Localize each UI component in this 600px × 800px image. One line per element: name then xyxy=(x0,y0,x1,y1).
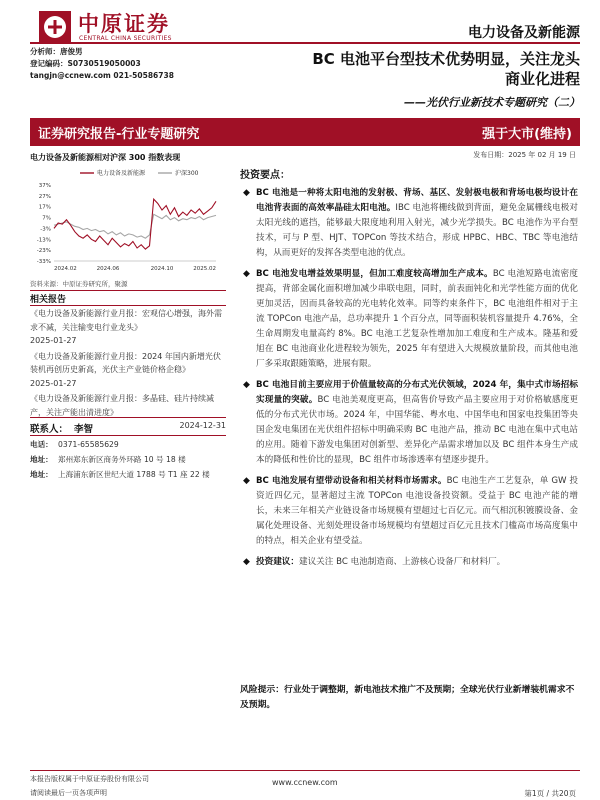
publish-date: 发布日期：2025 年 02 月 19 日 xyxy=(473,151,576,159)
related-item[interactable] xyxy=(30,350,226,391)
bullet-icon: ◆ xyxy=(243,269,250,279)
y-tick-label: -3% xyxy=(40,226,51,233)
invest-point xyxy=(240,267,578,372)
chart-title: 电力设备及新能源相对沪深 300 指数表现 xyxy=(30,153,181,162)
related-item-date: 2025-01-27 xyxy=(30,336,77,345)
contact-details xyxy=(30,437,230,482)
related-item-title: 《电力设备及新能源行业月报：2024 年国内新增光伏装机再创历史新高，光伏主产业链价格企稳》 xyxy=(30,351,221,374)
y-tick-label: -13% xyxy=(36,237,51,244)
invest-point xyxy=(240,474,578,549)
footer-copyright: 本报告版权属于中原证券股份有限公司 xyxy=(30,775,149,783)
y-tick-label: 7% xyxy=(42,215,51,222)
address-label: 地址： xyxy=(30,470,53,479)
series-line xyxy=(54,199,216,249)
x-tick-label: 2024.02 xyxy=(54,266,77,272)
related-item-date: 2025-01-27 xyxy=(30,378,77,388)
contact-rule xyxy=(30,435,226,436)
invest-point-lead: BC 电池目前主要应用于价值量较高的分布式光伏领域，2024 年，集中式市场招标实现量的突破。 xyxy=(256,380,578,405)
contact-name: 李智 xyxy=(74,424,94,435)
report-title-line2: 商业化进程 xyxy=(504,70,580,88)
legend-label: 电力设备及新能源 xyxy=(97,170,146,177)
related-item-title: 《电力设备及新能源行业月报：多晶硅、硅片持续减产，关注产能出清进度》 xyxy=(30,394,214,417)
legend-label: 沪深300 xyxy=(175,170,199,177)
logo-text-cn: 中原证券 xyxy=(78,11,170,36)
invest-point-lead: BC 电池发电增益效果明显，但加工难度较高增加生产成本。 xyxy=(256,269,493,279)
phone-label: 电话： xyxy=(30,440,53,449)
y-tick-label: 37% xyxy=(38,183,51,189)
company-logo xyxy=(38,8,198,46)
x-tick-label: 2025.02 xyxy=(193,266,216,272)
invest-point xyxy=(240,378,578,468)
invest-point-body: BC 电池生产工艺复杂，单 GW 投资近四亿元，显著超过主流 TOPCon 电池设备投资额。受益于 BC 电池产能的增长，未来三年相关产业链设备市场规模有望超过七百亿元。而气相沉积镀膜设备、金属化处理设备、光刻处理设备市场规模均有望超过百亿元且技术门槛高市场高度集中的特点，相关企业有望受益。 xyxy=(256,476,578,546)
footer-disclaimer: 请阅读最后一页各项声明 xyxy=(30,789,107,797)
analyst-contact[interactable]: tangjn@ccnew.com 021-50586738 xyxy=(30,71,174,80)
invest-points xyxy=(240,186,578,570)
report-subtitle: ——光伏行业新技术专题研究（二） xyxy=(404,96,580,109)
related-rule xyxy=(30,305,226,306)
related-item[interactable] xyxy=(30,307,226,348)
bullet-icon: ◆ xyxy=(243,188,250,198)
analyst-name: 唐俊男 xyxy=(60,47,83,56)
related-item-date: 2024-12-31 xyxy=(179,421,226,430)
footer-website[interactable]: www.ccnew.com xyxy=(272,778,338,787)
invest-point-body: BC 电池美观度更高，但高售价导致产品主要应用于对价格敏感度更低的分布式光伏市场。2024 年，中国华能、粤水电、中国华电和国家电投集团等央国企发电集团在光伏组件招标中明确采购 BC 电池产品，推动 BC 电池在集中式电站的应用。随着下游发电集团对创新型、差异化产品需求增加以及 BC 组件本身生产成本的降低和性价比的显现，BC 组件市场渗透率有望逐步提升。 xyxy=(256,395,578,465)
y-tick-label: 17% xyxy=(38,204,51,211)
related-item-title: 《电力设备及新能源行业月报：宏观信心增强，海外需求不减，关注输变电行业龙头》 xyxy=(30,309,222,332)
y-tick-label: 27% xyxy=(38,193,51,200)
risk-label: 风险提示： xyxy=(240,685,284,695)
footer-page: 第1页 / 共20页 xyxy=(524,789,576,798)
bullet-icon: ◆ xyxy=(243,380,250,390)
bullet-icon: ◆ xyxy=(243,557,250,567)
report-type: 证券研究报告-行业专题研究 xyxy=(38,127,200,142)
invest-point-body: BC 电池短路电流密度提高，背部金属化面积增加减少串联电阻，同时，前表面钝化和光学性能方面的优化更加灵活，因而具备较高的光电转化效率。同等约束条件下，BC 电池组件相对于主流 TOPCon 电池产品，总功率提升 1 个百分点，同等面积装机容量提升 4.76%，全生命周期发电量高约 8%。BC 电池工艺复杂性增加加工难度和生产成本。隆基和爱旭在 BC 电池商业化进程较为领先，2025 年有望进入大规模放量阶段，而其他电池厂多采取跟随策略，进展有限。 xyxy=(256,269,578,369)
invest-point-body: IBC 电池将栅线做到背面，避免金属栅线电极对太阳光线的遮挡，能够最大限度地利用入射光，减少光学损失。BC 电池作为平台型技术，可与 P 型、HJT、TOPCon 等技术结合，形成 HPBC、HBC、TBC 等电池结构，从而更好的发挥各类型电池的优点。 xyxy=(256,203,578,258)
y-tick-label: -23% xyxy=(36,248,51,255)
invest-point xyxy=(240,555,578,570)
analyst-block xyxy=(30,46,210,82)
logo-text-en: CENTRAL CHINA SECURITIES xyxy=(79,35,172,42)
risk-block xyxy=(240,683,578,713)
report-banner xyxy=(30,118,580,146)
invest-point xyxy=(240,186,578,261)
invest-point-lead: BC 电池发展有望带动设备和相关材料市场需求。 xyxy=(256,476,447,486)
rating: 强于大市(维持) xyxy=(482,127,572,142)
address-zhengzhou: 郑州郑东新区商务外环路 10 号 18 楼 xyxy=(58,455,186,464)
logo-mark-icon xyxy=(38,10,72,44)
related-heading: 相关报告 xyxy=(30,295,67,305)
reg-label: 登记编码： xyxy=(30,59,68,68)
invest-point-lead: BC 电池是一种将太阳电池的发射极、背场、基区、发射极电极和背场电极均设计在电池背表面的高效率晶硅太阳电池。 xyxy=(256,188,578,213)
risk-text: 行业处于调整期，新电池技术推广不及预期；全球光伏行业新增装机需求不及预期。 xyxy=(240,685,575,710)
sector-label: 电力设备及新能源 xyxy=(468,25,580,41)
analyst-label: 分析师： xyxy=(30,47,60,56)
address-shanghai: 上海浦东新区世纪大道 1788 号 T1 座 22 楼 xyxy=(58,470,210,479)
footer-rule xyxy=(30,770,580,771)
y-tick-label: -33% xyxy=(36,259,51,265)
reg-code: S0730519050003 xyxy=(67,59,141,68)
contact-heading xyxy=(30,421,93,435)
invest-point-body: 建议关注 BC 电池制造商、上游核心设备厂和材料厂。 xyxy=(298,557,506,567)
report-title-line1: BC 电池平台型技术优势明显，关注龙头 xyxy=(312,50,580,68)
performance-chart xyxy=(30,165,220,277)
contact-rule-top xyxy=(30,417,226,418)
address-label: 地址： xyxy=(30,455,53,464)
header-rule xyxy=(30,42,580,44)
bullet-icon: ◆ xyxy=(243,476,250,486)
chart-source-rule xyxy=(30,290,226,291)
x-tick-label: 2024.10 xyxy=(150,266,174,272)
x-tick-label: 2024.06 xyxy=(96,266,120,272)
invest-point-lead: 投资建议： xyxy=(256,557,299,567)
related-list xyxy=(30,307,226,433)
chart-source: 资料来源：中原证券研究所，聚源 xyxy=(30,280,128,288)
phone-value: 0371-65585629 xyxy=(58,440,119,449)
invest-heading: 投资要点： xyxy=(240,170,290,181)
contact-label: 联系人： xyxy=(30,424,69,435)
